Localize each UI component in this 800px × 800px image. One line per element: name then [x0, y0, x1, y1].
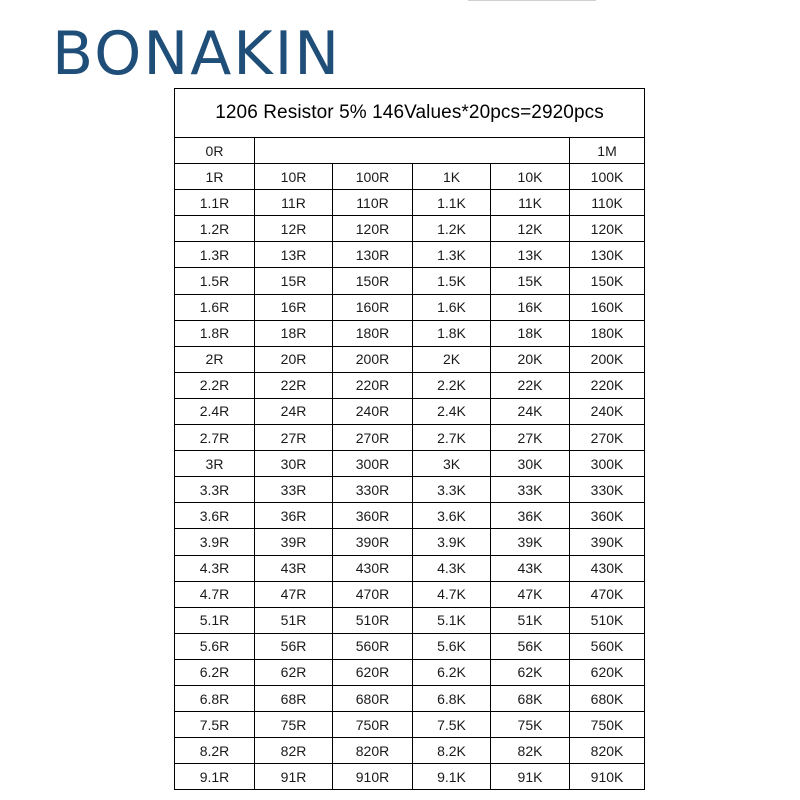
brand-logo: BONAKIN	[52, 19, 342, 89]
table-cell: 130K	[570, 242, 645, 268]
table-row	[175, 764, 645, 790]
table-cell: 160K	[570, 294, 645, 320]
table-cell: 82K	[491, 738, 570, 764]
table-cell: 560K	[570, 633, 645, 659]
table-cell: 10K	[491, 164, 570, 190]
table-cell: 7.5K	[413, 712, 491, 738]
table-cell: 1.8K	[413, 320, 491, 346]
table-cell: 6.2K	[413, 659, 491, 685]
table-cell: 300K	[570, 451, 645, 477]
table-cell: 510K	[570, 607, 645, 633]
table-cell: 1K	[413, 164, 491, 190]
table-cell: 360K	[570, 503, 645, 529]
table-row	[175, 164, 645, 190]
table-cell: 1.1K	[413, 190, 491, 216]
table-cell: 24R	[255, 398, 333, 424]
table-cell: 300R	[333, 451, 413, 477]
table-cell: 20R	[255, 346, 333, 372]
table-cell: 62K	[491, 659, 570, 685]
table-row	[175, 346, 645, 372]
table-cell: 43K	[491, 555, 570, 581]
table-cell: 5.6K	[413, 633, 491, 659]
table-cell: 110R	[333, 190, 413, 216]
table-cell: 2.7K	[413, 425, 491, 451]
table-cell: 62R	[255, 659, 333, 685]
table-cell: 39K	[491, 529, 570, 555]
table-cell: 2.7R	[175, 425, 255, 451]
table-cell: 2.4K	[413, 398, 491, 424]
table-cell: 1R	[175, 164, 255, 190]
table-cell: 680R	[333, 685, 413, 711]
table-row	[175, 294, 645, 320]
table-row	[175, 242, 645, 268]
table-cell: 2.2K	[413, 372, 491, 398]
table-cell: 2R	[175, 346, 255, 372]
table-cell: 2K	[413, 346, 491, 372]
table-cell: 43R	[255, 555, 333, 581]
table-cell: 3.9R	[175, 529, 255, 555]
table-cell: 22R	[255, 372, 333, 398]
table-cell: 620R	[333, 659, 413, 685]
table-row	[175, 216, 645, 242]
table-cell: 510R	[333, 607, 413, 633]
table-cell: 360R	[333, 503, 413, 529]
table-cell: 9.1R	[175, 764, 255, 790]
table-row	[175, 268, 645, 294]
table-cell: 1.2K	[413, 216, 491, 242]
table-cell: 11K	[491, 190, 570, 216]
table-cell: 180K	[570, 320, 645, 346]
table-cell: 6.8R	[175, 685, 255, 711]
table-row	[175, 190, 645, 216]
table-cell: 6.8K	[413, 685, 491, 711]
table-cell: 91R	[255, 764, 333, 790]
table-cell: 30R	[255, 451, 333, 477]
table-cell: 4.3K	[413, 555, 491, 581]
table-cell: 3.6R	[175, 503, 255, 529]
table-cell: 330R	[333, 477, 413, 503]
table-cell: 33K	[491, 477, 570, 503]
table-cell: 15R	[255, 268, 333, 294]
table-cell: 470K	[570, 581, 645, 607]
table-cell: 13K	[491, 242, 570, 268]
table-cell: 68R	[255, 685, 333, 711]
table-cell: 27R	[255, 425, 333, 451]
table-cell: 33R	[255, 477, 333, 503]
table-cell: 3.3K	[413, 477, 491, 503]
table-cell: 27K	[491, 425, 570, 451]
table-cell: 51K	[491, 607, 570, 633]
table-row	[175, 529, 645, 555]
table-cell: 1.2R	[175, 216, 255, 242]
table-cell: 30K	[491, 451, 570, 477]
table-row	[175, 555, 645, 581]
table-cell: 6.2R	[175, 659, 255, 685]
table-cell: 240R	[333, 398, 413, 424]
table-row	[175, 503, 645, 529]
table-cell: 18K	[491, 320, 570, 346]
table-cell: 15K	[491, 268, 570, 294]
resistor-table	[174, 88, 645, 790]
table-cell: 910K	[570, 764, 645, 790]
table-cell: 120K	[570, 216, 645, 242]
table-cell: 75K	[491, 712, 570, 738]
table-cell: 390K	[570, 529, 645, 555]
table-cell: 110K	[570, 190, 645, 216]
table-cell: 200K	[570, 346, 645, 372]
table-cell: 180R	[333, 320, 413, 346]
table-row	[175, 138, 645, 164]
empty-merged-cell	[255, 138, 570, 164]
table-cell: 18R	[255, 320, 333, 346]
table-cell: 150R	[333, 268, 413, 294]
table-cell: 10R	[255, 164, 333, 190]
table-cell: 12K	[491, 216, 570, 242]
table-cell: 8.2K	[413, 738, 491, 764]
table-cell: 20K	[491, 346, 570, 372]
table-cell: 36K	[491, 503, 570, 529]
table-cell: 1.8R	[175, 320, 255, 346]
table-cell: 39R	[255, 529, 333, 555]
table-cell: 1.5K	[413, 268, 491, 294]
table-cell: 3.9K	[413, 529, 491, 555]
table-cell: 0R	[175, 138, 255, 164]
table-cell: 1.5R	[175, 268, 255, 294]
table-cell: 160R	[333, 294, 413, 320]
table-cell: 470R	[333, 581, 413, 607]
table-row	[175, 685, 645, 711]
table-cell: 9.1K	[413, 764, 491, 790]
table-cell: 36R	[255, 503, 333, 529]
table-cell: 7.5R	[175, 712, 255, 738]
table-cell: 24K	[491, 398, 570, 424]
table-cell: 3.6K	[413, 503, 491, 529]
table-cell: 430R	[333, 555, 413, 581]
table-cell: 100R	[333, 164, 413, 190]
table-cell: 16K	[491, 294, 570, 320]
table-row	[175, 712, 645, 738]
table-row	[175, 425, 645, 451]
table-cell: 620K	[570, 659, 645, 685]
table-cell: 430K	[570, 555, 645, 581]
table-cell: 750K	[570, 712, 645, 738]
table-cell: 82R	[255, 738, 333, 764]
table-cell: 120R	[333, 216, 413, 242]
resistor-value-sheet	[174, 88, 644, 790]
table-title: 1206 Resistor 5% 146Values*20pcs=2920pcs	[175, 89, 645, 138]
table-cell: 750R	[333, 712, 413, 738]
table-cell: 1.3K	[413, 242, 491, 268]
table-cell: 910R	[333, 764, 413, 790]
table-row	[175, 320, 645, 346]
table-cell: 2.4R	[175, 398, 255, 424]
top-divider	[468, 0, 596, 1]
table-row	[175, 633, 645, 659]
table-cell: 56R	[255, 633, 333, 659]
table-cell: 2.2R	[175, 372, 255, 398]
table-row	[175, 738, 645, 764]
table-cell: 1M	[570, 138, 645, 164]
table-cell: 16R	[255, 294, 333, 320]
table-cell: 1.3R	[175, 242, 255, 268]
resistor-table-body	[175, 89, 645, 790]
table-cell: 270R	[333, 425, 413, 451]
table-cell: 150K	[570, 268, 645, 294]
table-cell: 75R	[255, 712, 333, 738]
table-cell: 68K	[491, 685, 570, 711]
table-cell: 5.1R	[175, 607, 255, 633]
table-cell: 91K	[491, 764, 570, 790]
table-cell: 8.2R	[175, 738, 255, 764]
table-cell: 4.7R	[175, 581, 255, 607]
table-cell: 47R	[255, 581, 333, 607]
table-cell: 220K	[570, 372, 645, 398]
table-cell: 220R	[333, 372, 413, 398]
table-cell: 1.6R	[175, 294, 255, 320]
table-cell: 4.3R	[175, 555, 255, 581]
table-row	[175, 398, 645, 424]
table-cell: 4.7K	[413, 581, 491, 607]
table-row	[175, 372, 645, 398]
table-cell: 3.3R	[175, 477, 255, 503]
table-cell: 820K	[570, 738, 645, 764]
table-cell: 11R	[255, 190, 333, 216]
table-row	[175, 659, 645, 685]
table-row	[175, 451, 645, 477]
table-cell: 51R	[255, 607, 333, 633]
table-cell: 5.1K	[413, 607, 491, 633]
table-cell: 390R	[333, 529, 413, 555]
table-cell: 3K	[413, 451, 491, 477]
table-cell: 12R	[255, 216, 333, 242]
table-cell: 330K	[570, 477, 645, 503]
table-cell: 680K	[570, 685, 645, 711]
table-cell: 13R	[255, 242, 333, 268]
table-cell: 240K	[570, 398, 645, 424]
table-cell: 270K	[570, 425, 645, 451]
table-cell: 56K	[491, 633, 570, 659]
table-row	[175, 607, 645, 633]
table-cell: 200R	[333, 346, 413, 372]
table-cell: 820R	[333, 738, 413, 764]
table-cell: 1.1R	[175, 190, 255, 216]
table-row	[175, 581, 645, 607]
table-cell: 100K	[570, 164, 645, 190]
table-cell: 560R	[333, 633, 413, 659]
table-cell: 3R	[175, 451, 255, 477]
table-cell: 5.6R	[175, 633, 255, 659]
table-cell: 47K	[491, 581, 570, 607]
table-cell: 1.6K	[413, 294, 491, 320]
table-cell: 130R	[333, 242, 413, 268]
title-row	[175, 89, 645, 138]
table-row	[175, 477, 645, 503]
table-cell: 22K	[491, 372, 570, 398]
